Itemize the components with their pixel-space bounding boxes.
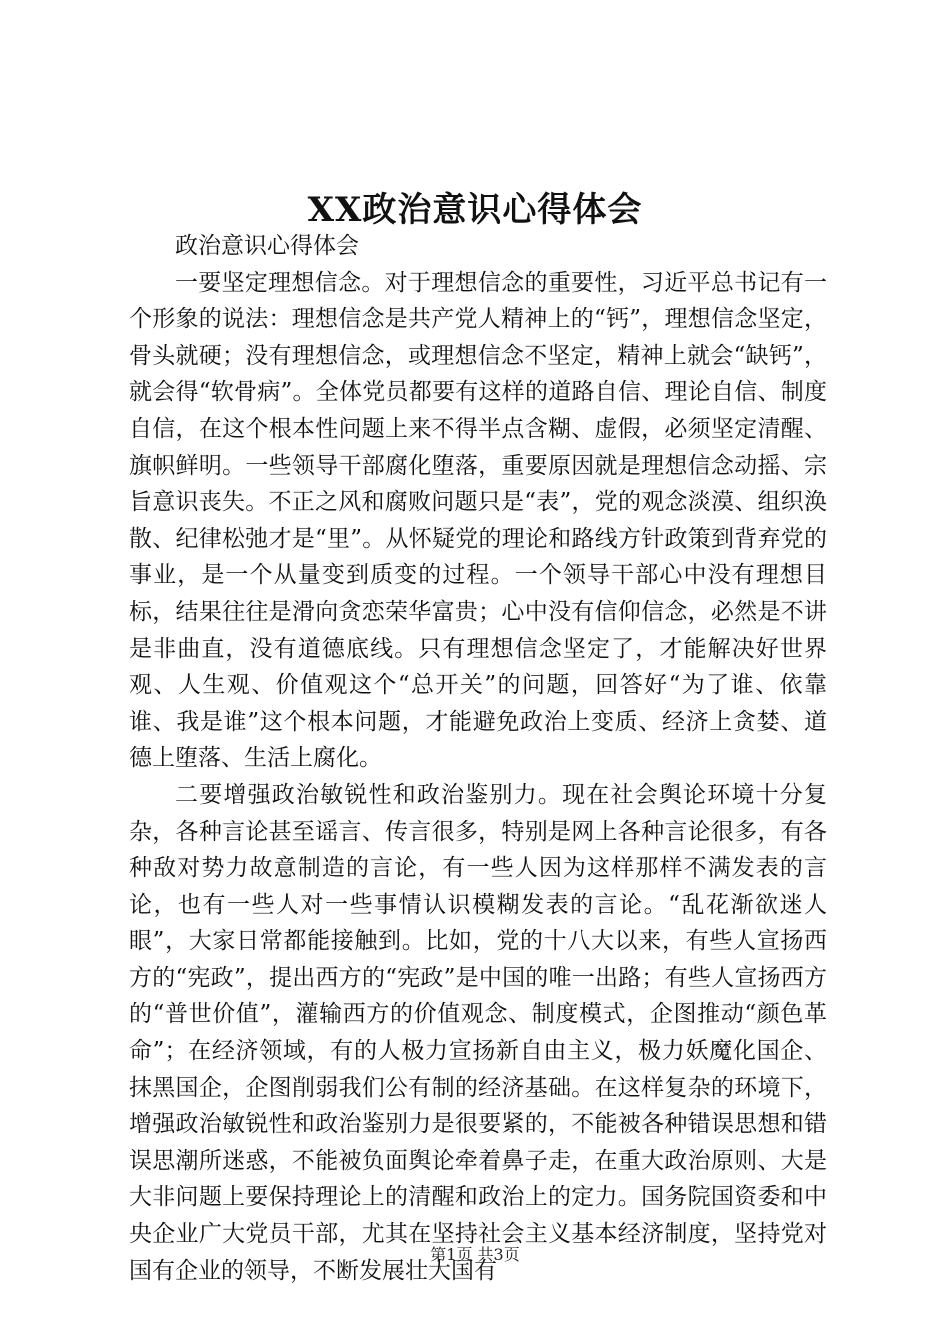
body-paragraph-1: 一要坚定理想信念。对于理想信念的重要性，习近平总书记有一个形象的说法：理想信念是共产党人精神上的“钙”，理想信念坚定，骨头就硬；没有理想信念，或理想信念不坚定，精神上就会“缺钙”，就会得“软骨病”。全体党员都要有这样的道路自信、理论自信、制度自信，在这个根本性问题上来不得半点含糊、虚假，必须坚定清醒、旗帜鲜明。一些领导干部腐化堕落，重要原因就是理想信念动摇、宗旨意识丧失。不正之风和腐败问题只是“表”，党的观念淡漠、组织涣散、纪律松弛才是“里”。从怀疑党的理论和路线方针政策到背弃党的事业，是一个从量变到质变的过程。一个领导干部心中没有理想目标，结果往往是滑向贪恋荣华富贵；心中没有信仰信念，必然是不讲是非曲直，没有道德底线。只有理想信念坚定了，才能解决好世界观、人生观、价值观这个“总开关”的问题，回答好“为了谁、依靠谁、我是谁”这个根本问题，才能避免政治上变质、经济上贪婪、道德上堕落、生活上腐化。 (129, 269, 827, 772)
body-paragraph-2: 二要增强政治敏锐性和政治鉴别力。现在社会舆论环境十分复杂，各种言论甚至谣言、传言很多，特别是网上各种言论很多，有各种敌对势力故意制造的言论，有一些人因为这样那样不满发表的言论，也有一些人对一些事情认识模糊发表的言论。“乱花渐欲迷人眼”，大家日常都能接触到。比如，党的十八大以来，有些人宣扬西方的“宪政”，提出西方的“宪政”是中国的唯一出路；有些人宣扬西方的“普世价值”，灌输西方的价值观念、制度模式，企图推动“颜色革命”；在经济领域，有的人极力宣扬新自由主义，极力妖魔化国企、抹黑国企，企图削弱我们公有制的经济基础。在这样复杂的环境下，增强政治敏锐性和政治鉴别力是很要紧的，不能被各种错误思想和错误思潮所迷惑，不能被负面舆论牵着鼻子走，在重大政治原则、大是大非问题上要保持理论上的清醒和政治上的定力。国务院国资委和中央企业广大党员干部，尤其在坚持社会主义基本经济制度，坚持党对国有企业的领导，不断发展壮大国有 (129, 781, 827, 1284)
document-body (129, 228, 827, 1289)
document-title: XX政治意识心得体会 (307, 190, 643, 230)
page-footer: 第1页 共3页 (430, 1245, 520, 1264)
subtitle-paragraph: 政治意识心得体会 (175, 233, 359, 259)
